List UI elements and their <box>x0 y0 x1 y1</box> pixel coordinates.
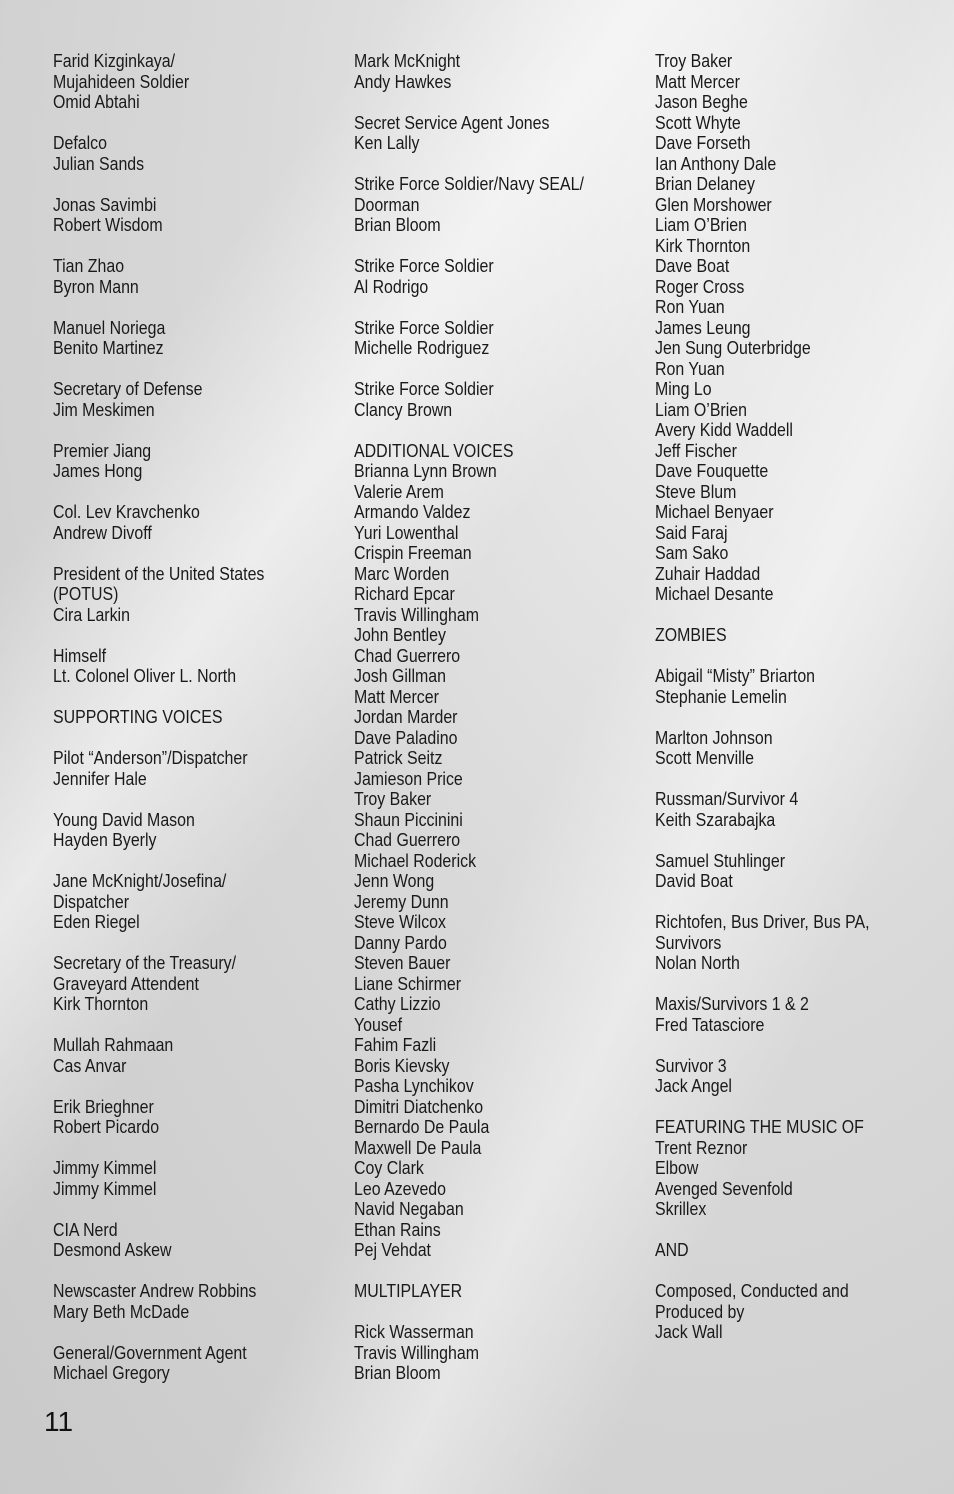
credit-line: Maxis/Survivors 1 & 2 <box>655 993 809 1014</box>
credit-line: Michael Benyaer <box>655 501 774 522</box>
credit-line: Secretary of Defense <box>53 378 203 399</box>
credit-line: Jeff Fischer <box>655 439 737 461</box>
credit-line: Strike Force Soldier/Navy SEAL/ <box>354 173 584 194</box>
spacer <box>655 830 870 851</box>
credit-line: Eden Riegel <box>53 911 140 932</box>
credit-line: Fred Tatasciore <box>655 1013 765 1035</box>
spacer <box>53 789 264 810</box>
credit-line: Marc Worden <box>354 562 450 584</box>
credit-line: Elbow <box>655 1157 699 1178</box>
credit-line: Avery Kidd Waddell <box>655 419 793 440</box>
spacer <box>655 769 870 790</box>
credit-line: Boris Kievsky <box>354 1054 450 1076</box>
spacer <box>655 707 870 728</box>
credit-line: Navid Negaban <box>354 1198 464 1219</box>
credit-line: (POTUS) <box>53 583 119 604</box>
credit-line: ZOMBIES <box>655 624 727 645</box>
credit-line: Julian Sands <box>53 152 145 174</box>
spacer <box>354 420 584 441</box>
credit-line: Ming Lo <box>655 378 712 399</box>
credit-line: Sam Sako <box>655 542 729 563</box>
credit-line: Jane McKnight/Josefina/ <box>53 870 227 891</box>
credit-line: Crispin Freeman <box>354 542 472 563</box>
credit-line: Pej Vehdat <box>354 1239 431 1260</box>
credit-line: Patrick Seitz <box>354 747 443 768</box>
credit-line: Composed, Conducted and <box>655 1280 849 1301</box>
spacer <box>53 420 264 441</box>
credit-line: Roger Cross <box>655 275 745 297</box>
credit-line: Michelle Rodriguez <box>354 337 490 358</box>
spacer <box>655 1097 870 1118</box>
credit-line: Farid Kizginkaya/ <box>53 50 176 71</box>
credit-line: David Boat <box>655 870 733 891</box>
credit-line: President of the United States <box>53 562 265 584</box>
credit-line: Mary Beth McDade <box>53 1300 190 1322</box>
spacer <box>655 1035 870 1056</box>
page-number: 11 <box>44 1406 74 1437</box>
credit-line: Kirk Thornton <box>53 993 149 1014</box>
credit-line: Survivors <box>655 931 722 953</box>
credit-line: SUPPORTING VOICES <box>53 706 223 727</box>
spacer <box>53 625 264 646</box>
spacer <box>655 646 870 667</box>
spacer <box>655 974 870 995</box>
credit-line: Survivor 3 <box>655 1054 727 1076</box>
credit-line: Skrillex <box>655 1198 707 1219</box>
credit-line: Maxwell De Paula <box>354 1136 482 1158</box>
credit-line: Chad Guerrero <box>354 644 461 666</box>
credit-line: John Bentley <box>354 624 446 645</box>
credit-line: Travis Willingham <box>354 603 479 625</box>
credit-line: Armando Valdez <box>354 501 471 522</box>
spacer <box>53 1199 264 1220</box>
credit-line: Bernardo De Paula <box>354 1116 490 1137</box>
credit-line: Richard Epcar <box>354 583 455 604</box>
credit-line: Ian Anthony Dale <box>655 152 777 174</box>
credit-line: Graveyard Attendent <box>53 972 199 994</box>
credit-line: Keith Szarabajka <box>655 808 776 830</box>
credit-line: FEATURING THE MUSIC OF <box>655 1116 864 1137</box>
credit-line: Jen Sung Outerbridge <box>655 337 811 358</box>
credit-line: Samuel Stuhlinger <box>655 849 786 871</box>
credit-line: Scott Menville <box>655 747 755 768</box>
credit-line: Said Faraj <box>655 521 728 543</box>
credit-line: Jason Beghe <box>655 91 748 112</box>
credit-line: Cathy Lizzio <box>354 993 441 1014</box>
credit-line: Ethan Rains <box>354 1218 441 1240</box>
credit-line: Strike Force Soldier <box>354 378 494 399</box>
credit-line: Secretary of the Treasury/ <box>53 952 237 973</box>
credit-line: Jimmy Kimmel <box>53 1157 157 1178</box>
credit-line: Ron Yuan <box>655 357 725 379</box>
credit-line: Josh Gillman <box>354 665 446 686</box>
spacer <box>53 297 264 318</box>
credit-line: Jim Meskimen <box>53 398 155 420</box>
credit-line: Byron Mann <box>53 275 139 297</box>
credit-line: Tian Zhao <box>53 255 125 276</box>
credit-line: Abigail “Misty” Briarton <box>655 665 816 686</box>
credit-line: Coy Clark <box>354 1157 424 1178</box>
credit-line: Troy Baker <box>354 788 432 809</box>
credit-line: Glen Morshower <box>655 193 772 215</box>
credit-line: Brian Bloom <box>354 214 441 235</box>
credit-line: Stephanie Lemelin <box>655 685 787 707</box>
credit-line: Brianna Lynn Brown <box>354 460 497 481</box>
spacer <box>53 728 264 749</box>
spacer <box>655 892 870 913</box>
credit-line: Ken Lally <box>354 132 420 153</box>
credit-line: ADDITIONAL VOICES <box>354 439 514 461</box>
spacer <box>53 482 264 503</box>
credit-line: James Hong <box>53 460 143 481</box>
credit-line: Dave Paladino <box>354 726 458 748</box>
credits-column-3 <box>655 51 870 1343</box>
credit-line: AND <box>655 1239 689 1260</box>
credit-line: Yuri Lowenthal <box>354 521 459 543</box>
credit-line: Liam O’Brien <box>655 214 747 235</box>
credit-line: CIA Nerd <box>53 1218 118 1240</box>
credit-line: Newscaster Andrew Robbins <box>53 1280 257 1301</box>
credit-line: Robert Picardo <box>53 1116 160 1137</box>
spacer <box>354 154 584 175</box>
spacer <box>655 1261 870 1282</box>
credit-line: Jimmy Kimmel <box>53 1177 157 1199</box>
spacer <box>53 1322 264 1343</box>
credit-line: Desmond Askew <box>53 1239 172 1260</box>
credit-line: Ron Yuan <box>655 296 725 317</box>
credit-line: Michael Desante <box>655 583 774 604</box>
credit-line: General/Government Agent <box>53 1341 247 1363</box>
credit-line: Jordan Marder <box>354 706 458 727</box>
credit-line: Dave Boat <box>655 255 730 276</box>
spacer <box>53 174 264 195</box>
credit-line: Dave Fouquette <box>655 460 769 481</box>
credit-line: Jennifer Hale <box>53 767 147 789</box>
credit-line: MULTIPLAYER <box>354 1280 463 1301</box>
credit-line: Travis Willingham <box>354 1341 479 1363</box>
spacer <box>354 359 584 380</box>
credits-column-1 <box>53 51 264 1384</box>
credit-line: Scott Whyte <box>655 111 741 133</box>
credit-line: Pilot “Anderson”/Dispatcher <box>53 747 248 768</box>
credit-line: Jonas Savimbi <box>53 193 157 215</box>
credit-line: Dave Forseth <box>655 132 751 153</box>
spacer <box>53 687 264 708</box>
spacer <box>53 1138 264 1159</box>
credit-line: Al Rodrigo <box>354 275 429 297</box>
spacer <box>53 236 264 257</box>
credit-line: Dimitri Diatchenko <box>354 1095 484 1117</box>
spacer <box>53 359 264 380</box>
credit-line: Rick Wasserman <box>354 1321 474 1342</box>
credit-line: Cira Larkin <box>53 603 130 625</box>
credit-line: Manuel Noriega <box>53 316 166 338</box>
credit-line: Shaun Piccinini <box>354 808 463 830</box>
credit-line: Brian Delaney <box>655 173 755 194</box>
credit-line: Mujahideen Soldier <box>53 70 190 92</box>
credit-line: Michael Roderick <box>354 849 477 871</box>
credit-line: Troy Baker <box>655 50 733 71</box>
spacer <box>53 1261 264 1282</box>
credit-line: Marlton Johnson <box>655 726 773 748</box>
credit-line: Trent Reznor <box>655 1136 748 1158</box>
credit-line: Jeremy Dunn <box>354 890 449 912</box>
spacer <box>53 851 264 872</box>
credit-line: Himself <box>53 644 107 666</box>
spacer <box>354 236 584 257</box>
credit-line: Strike Force Soldier <box>354 316 494 338</box>
credit-line: Nolan North <box>655 952 740 973</box>
credit-line: Dispatcher <box>53 890 130 912</box>
credit-line: Doorman <box>354 193 420 215</box>
credit-line: Matt Mercer <box>354 685 439 707</box>
spacer <box>655 605 870 626</box>
credit-line: Richtofen, Bus Driver, Bus PA, <box>655 911 870 932</box>
credit-line: Liam O’Brien <box>655 398 747 420</box>
credit-line: Zuhair Haddad <box>655 562 761 584</box>
credit-line: Mullah Rahmaan <box>53 1034 174 1055</box>
credit-line: Valerie Arem <box>354 480 444 502</box>
credit-line: Young David Mason <box>53 808 195 830</box>
credit-line: Benito Martinez <box>53 337 164 358</box>
spacer <box>354 1261 584 1282</box>
credit-line: Robert Wisdom <box>53 214 163 235</box>
spacer <box>354 297 584 318</box>
credit-line: Leo Azevedo <box>354 1177 447 1199</box>
spacer <box>53 1015 264 1036</box>
credit-line: Clancy Brown <box>354 398 453 420</box>
credit-line: Lt. Colonel Oliver L. North <box>53 665 237 686</box>
spacer <box>53 113 264 134</box>
credit-line: Jack Wall <box>655 1321 723 1342</box>
credit-line: Chad Guerrero <box>354 829 461 850</box>
credit-line: Jamieson Price <box>354 767 463 789</box>
credit-line: Kirk Thornton <box>655 234 751 256</box>
credit-line: Russman/Survivor 4 <box>655 788 799 809</box>
credit-line: Andrew Divoff <box>53 521 152 543</box>
credit-line: Mark McKnight <box>354 50 461 71</box>
credit-line: Cas Anvar <box>53 1054 127 1076</box>
spacer <box>655 1220 870 1241</box>
credit-line: Jack Angel <box>655 1075 732 1096</box>
credit-line: Danny Pardo <box>354 931 447 953</box>
credit-line: Brian Bloom <box>354 1362 441 1383</box>
spacer <box>354 1302 584 1323</box>
credit-line: Erik Brieghner <box>53 1095 154 1117</box>
credit-line: Secret Service Agent Jones <box>354 111 550 133</box>
credit-line: Steven Bauer <box>354 952 451 973</box>
credit-line: James Leung <box>655 316 751 338</box>
credit-line: Liane Schirmer <box>354 972 462 994</box>
credit-line: Strike Force Soldier <box>354 255 494 276</box>
spacer <box>53 1076 264 1097</box>
credit-line: Omid Abtahi <box>53 91 140 112</box>
credit-line: Fahim Fazli <box>354 1034 437 1055</box>
credit-line: Avenged Sevenfold <box>655 1177 793 1199</box>
credits-column-2 <box>354 51 584 1384</box>
spacer <box>53 933 264 954</box>
credit-line: Yousef <box>354 1013 403 1035</box>
credit-line: Andy Hawkes <box>354 70 452 92</box>
credit-line: Michael Gregory <box>53 1362 170 1383</box>
credit-line: Hayden Byerly <box>53 829 157 850</box>
spacer <box>354 92 584 113</box>
credit-line: Col. Lev Kravchenko <box>53 501 200 522</box>
credit-line: Steve Wilcox <box>354 911 446 932</box>
credit-line: Produced by <box>655 1300 745 1322</box>
credit-line: Pasha Lynchikov <box>354 1075 474 1096</box>
credit-line: Premier Jiang <box>53 439 152 461</box>
credit-line: Matt Mercer <box>655 70 740 92</box>
credit-line: Jenn Wong <box>354 870 435 891</box>
spacer <box>53 543 264 564</box>
credit-line: Steve Blum <box>655 480 737 502</box>
credit-line: Defalco <box>53 132 107 153</box>
